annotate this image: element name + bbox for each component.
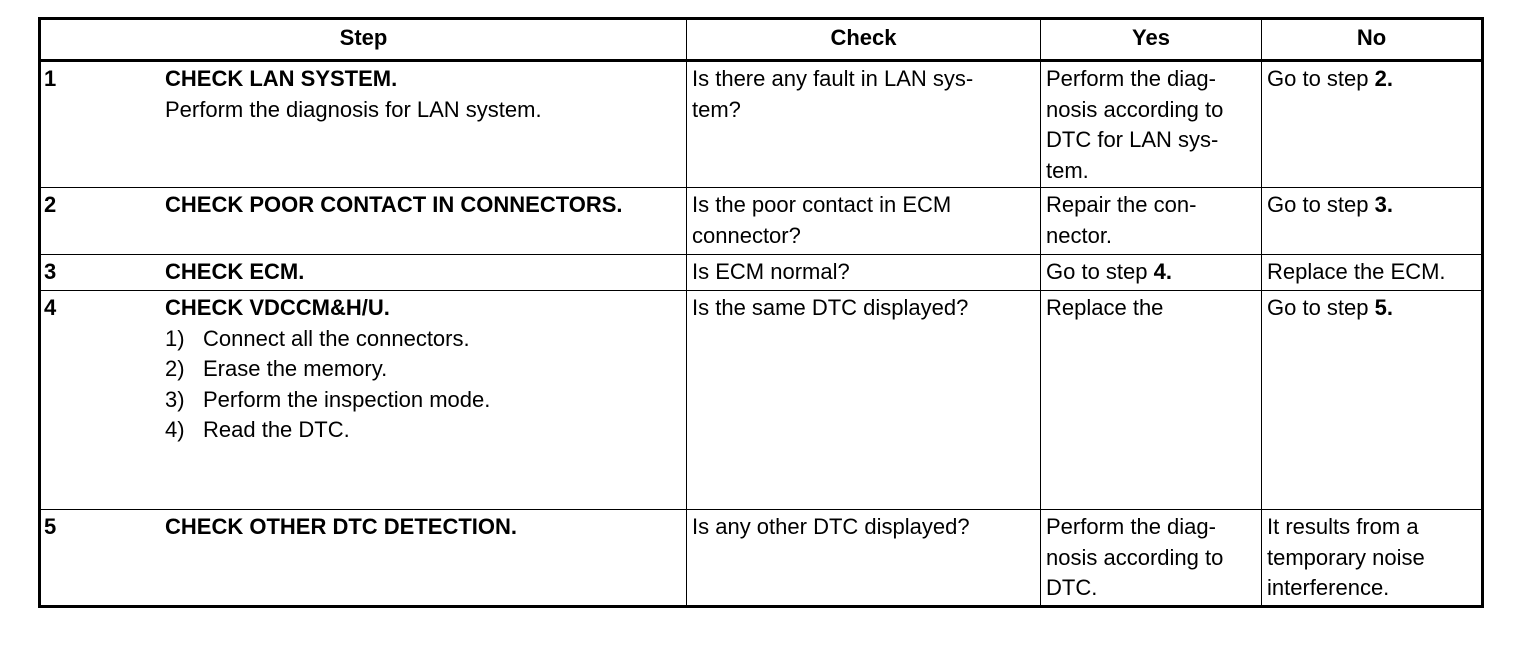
step-number: 2 bbox=[44, 192, 57, 217]
table-row-1 bbox=[40, 61, 1483, 188]
yes-line: nosis according to bbox=[1046, 544, 1224, 570]
no-cell-5 bbox=[1262, 510, 1483, 607]
sub-step-text: Connect all the connectors. bbox=[203, 325, 470, 351]
no-text: Go to step bbox=[1267, 192, 1375, 217]
check-line: Is any other DTC displayed? bbox=[692, 514, 970, 539]
yes-cell-5 bbox=[1041, 510, 1262, 607]
check-cell-3 bbox=[687, 255, 1041, 291]
header-row bbox=[40, 19, 1483, 61]
sub-step-index: 3) bbox=[165, 386, 185, 412]
table-row-2 bbox=[40, 188, 1483, 255]
step-reference: 2. bbox=[1374, 66, 1393, 91]
check-line: Is ECM normal? bbox=[692, 259, 850, 284]
sub-step-index: 4) bbox=[165, 417, 185, 442]
check-cell-2 bbox=[687, 188, 1041, 255]
check-line: tem? bbox=[692, 96, 741, 122]
yes-text: Go to step bbox=[1046, 259, 1154, 284]
check-cell-4 bbox=[687, 291, 1041, 510]
sub-step bbox=[165, 415, 681, 446]
yes-line: DTC for LAN sys- bbox=[1046, 127, 1219, 152]
no-text: Go to step bbox=[1267, 66, 1375, 91]
no-text: Replace the ECM. bbox=[1267, 259, 1446, 284]
step-title: CHECK VDCCM&H/U. bbox=[165, 295, 390, 320]
step-number: 1 bbox=[44, 66, 57, 91]
check-line: Is the same DTC displayed? bbox=[692, 295, 969, 320]
step-title: CHECK OTHER DTC DETECTION. bbox=[165, 514, 517, 539]
header-yes: Yes bbox=[1041, 19, 1262, 61]
yes-cell-2 bbox=[1041, 188, 1262, 255]
no-line: interference. bbox=[1267, 575, 1390, 600]
sub-step bbox=[165, 385, 681, 416]
sub-step-text: Read the DTC. bbox=[203, 417, 350, 442]
table-row-4 bbox=[40, 291, 1483, 510]
sub-step-index: 1) bbox=[165, 325, 185, 351]
check-line: Is the poor contact in ECM bbox=[692, 192, 952, 217]
yes-cell-1 bbox=[1041, 61, 1262, 188]
sub-step-text: Perform the inspection mode. bbox=[203, 386, 491, 412]
no-line: temporary noise bbox=[1267, 544, 1425, 570]
step-cell-2 bbox=[40, 188, 687, 255]
no-cell-3 bbox=[1262, 255, 1483, 291]
yes-line: nector. bbox=[1046, 222, 1113, 248]
step-cell-1 bbox=[40, 61, 687, 188]
yes-line: DTC. bbox=[1046, 575, 1098, 600]
header-step: Step bbox=[40, 19, 687, 61]
step-cell-4 bbox=[40, 291, 687, 510]
check-cell-5 bbox=[687, 510, 1041, 607]
sub-step-index: 2) bbox=[165, 356, 185, 381]
yes-line: Perform the diag- bbox=[1046, 514, 1216, 539]
step-reference: 4. bbox=[1153, 259, 1172, 284]
yes-line: Replace the bbox=[1046, 295, 1164, 320]
step-title: CHECK LAN SYSTEM. bbox=[165, 66, 398, 91]
step-cell-5 bbox=[40, 510, 687, 607]
sub-step bbox=[165, 354, 681, 385]
step-title: CHECK ECM. bbox=[165, 259, 305, 284]
check-line: connector? bbox=[692, 222, 801, 248]
step-number: 5 bbox=[44, 514, 57, 539]
sub-step-text: Erase the memory. bbox=[203, 356, 388, 381]
check-line: Is there any fault in LAN sys- bbox=[692, 66, 974, 91]
step-title: CHECK POOR CONTACT IN CONNECTORS. bbox=[165, 192, 623, 217]
no-cell-1 bbox=[1262, 61, 1483, 188]
yes-line: nosis according to bbox=[1046, 96, 1224, 122]
table-row-5 bbox=[40, 510, 1483, 607]
yes-line: tem. bbox=[1046, 157, 1089, 183]
step-number: 3 bbox=[44, 259, 57, 284]
header-no: No bbox=[1262, 19, 1483, 61]
no-text: Go to step bbox=[1267, 295, 1375, 320]
table-row-3 bbox=[40, 255, 1483, 291]
check-cell-1 bbox=[687, 61, 1041, 188]
yes-cell-3 bbox=[1041, 255, 1262, 291]
no-line: It results from a bbox=[1267, 514, 1419, 539]
yes-line: Repair the con- bbox=[1046, 192, 1197, 217]
yes-cell-4 bbox=[1041, 291, 1262, 510]
step-description: Perform the diagnosis for LAN system. bbox=[165, 96, 542, 122]
yes-line: Perform the diag- bbox=[1046, 66, 1216, 91]
no-cell-2 bbox=[1262, 188, 1483, 255]
sub-step bbox=[165, 324, 681, 355]
no-cell-4 bbox=[1262, 291, 1483, 510]
header-check: Check bbox=[687, 19, 1041, 61]
diagnosis-table bbox=[38, 17, 1484, 608]
step-reference: 3. bbox=[1374, 192, 1393, 217]
step-cell-3 bbox=[40, 255, 687, 291]
step-reference: 5. bbox=[1374, 295, 1393, 320]
step-number: 4 bbox=[44, 295, 57, 320]
